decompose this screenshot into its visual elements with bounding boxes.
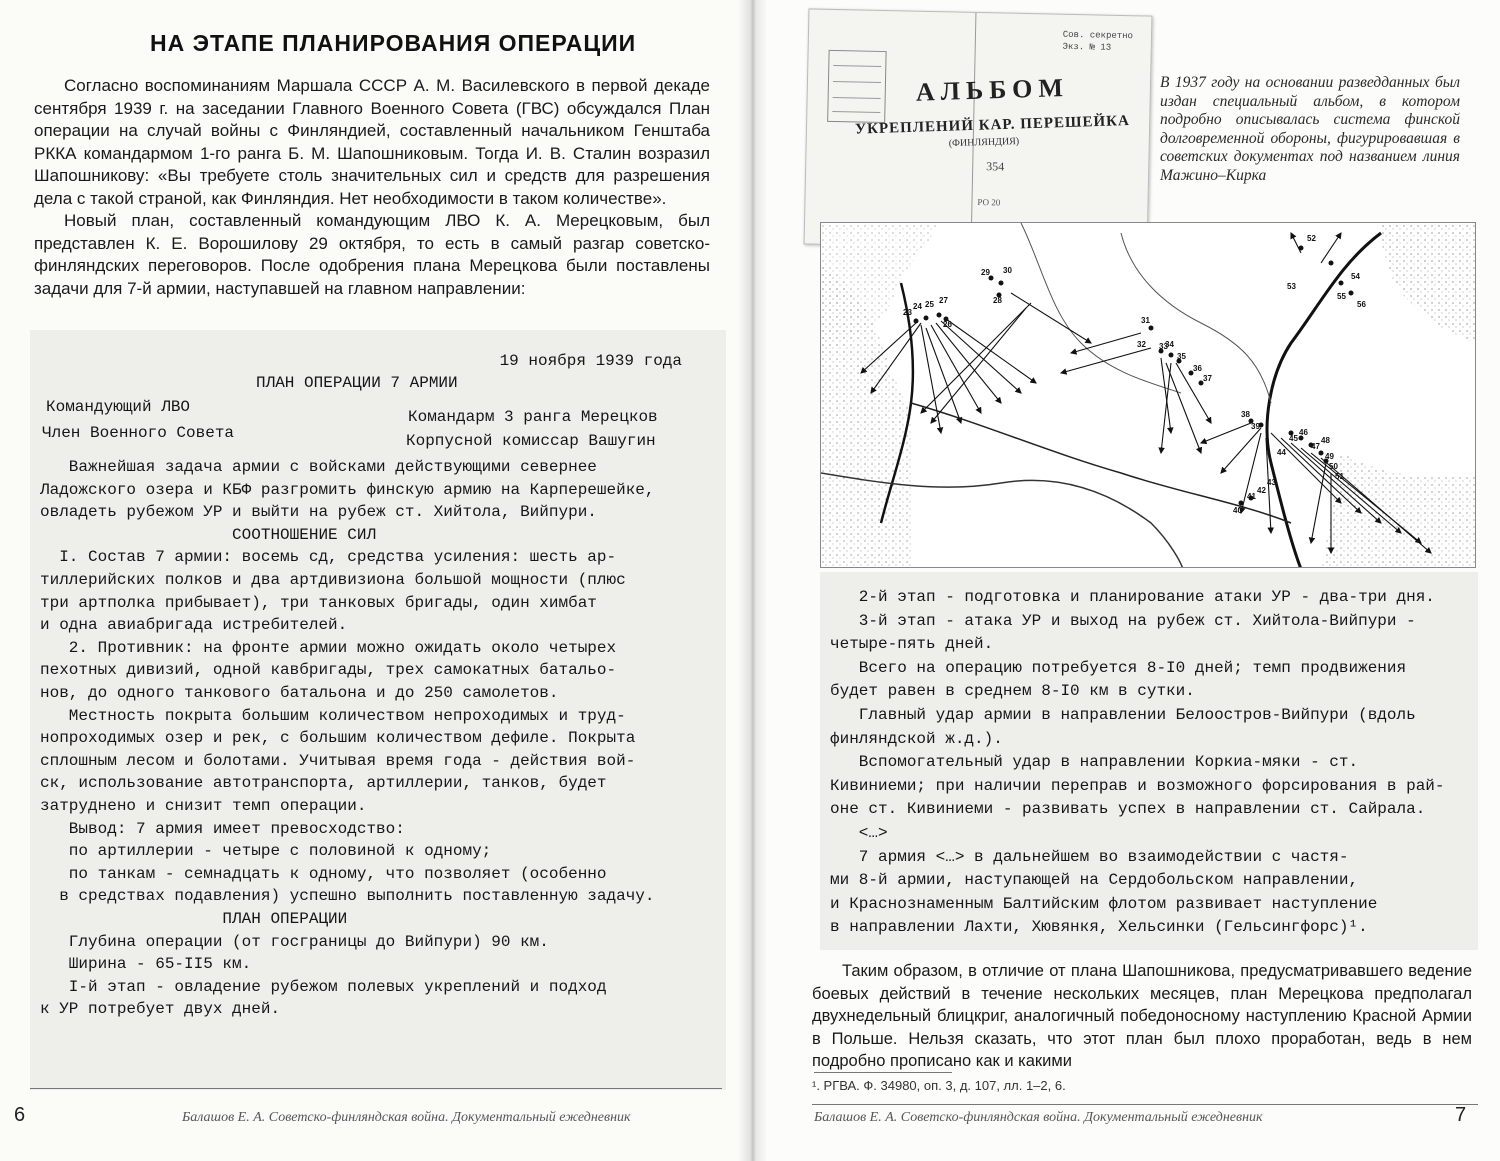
album-number: 354 — [986, 159, 1005, 174]
map-label: 51 — [1335, 472, 1344, 481]
closing-paragraph: Таким образом, в отличие от плана Шапошникова, предусматривавшего ведение боевых действий в течение нескольких месяцев, план Мерецкова предполагал двухнедельный блицкриг, аналогичный победоносному наступлению Красной Армии в Польше. Нельзя сказать, что этот план был плохо проработан, ведь в нем подробно прописано как и какими — [812, 962, 1472, 1070]
map-label: 37 — [1203, 374, 1212, 383]
document-line: 3-й этап - атака УР и выход на рубеж ст. Хийтола-Вийпури - — [830, 611, 1416, 630]
document-line: Главный удар армии в направлении Белоостров-Вийпури (вдоль — [830, 706, 1416, 724]
map-label: 33 — [1159, 342, 1168, 351]
map-label: 32 — [1137, 340, 1146, 349]
page-number-right: 7 — [1455, 1104, 1467, 1126]
document-line: Местность покрыта большим количеством непроходимых и труд- — [40, 706, 626, 725]
fortification-map — [820, 222, 1476, 568]
document-line: ПЛАН ОПЕРАЦИИ — [40, 910, 348, 928]
map-label: 40 — [1233, 506, 1242, 515]
page-number-left: 6 — [14, 1104, 26, 1126]
document-line: и одна авиабригада истребителей. — [40, 616, 348, 635]
signatory-right-2: Корпусной комиссар Вашугин — [406, 432, 656, 450]
document-line: по артиллерии - четыре с половиной к одному; — [40, 842, 492, 861]
map-label: 41 — [1247, 492, 1256, 501]
album-cover-photo — [804, 8, 1153, 251]
album-title: АЛЬБОМ — [915, 72, 1070, 107]
album-caption: В 1937 году на основании разведданных был издан специальный альбом, в котором подробно описывалась система финской долговременной обороны, фигурировавшая в советских документах под названием линия Мажино–Кирка — [1160, 74, 1460, 184]
document-line: Вывод: 7 армия имеет превосходство: — [40, 819, 405, 838]
album-stamp — [827, 50, 886, 123]
document-line: оне ст. Кивиниеми - развивать успех в направлении ст. Сайрала. — [830, 800, 1426, 819]
document-date: 19 ноября 1939 года — [499, 352, 682, 370]
running-head-left: Балашов Е. А. Советско-финляндская война. Документальный ежедневник — [182, 1110, 631, 1125]
document-line: Кивиниеми; при наличии переправ и возможного форсирования в рай- — [830, 776, 1445, 795]
document-line: ми 8-й армии, наступающей на Сердобольском направлении, — [830, 871, 1359, 890]
map-label: 55 — [1337, 292, 1346, 301]
map-label: 23 — [903, 308, 912, 317]
map-label: 49 — [1325, 452, 1334, 461]
document-line: СООТНОШЕНИЕ СИЛ — [40, 525, 377, 544]
document-line: <…> — [830, 824, 888, 842]
map-label: 44 — [1277, 448, 1286, 457]
document-line: Важнейшая задача армии с войсками действующими севернее — [40, 458, 597, 476]
footer-rule-right — [812, 1104, 1478, 1105]
map-label: 26 — [943, 320, 952, 329]
signatory-right-1: Командарм 3 ранга Мерецков — [408, 408, 658, 426]
document-line: будет равен в среднем 8-I0 км в сутки. — [830, 682, 1195, 701]
map-label: 50 — [1329, 462, 1338, 471]
map-label: 56 — [1357, 300, 1366, 309]
document-line: три артполка прибывает), три танковых бригады, один химбат — [40, 593, 597, 612]
signatory-left-1: Командующий ЛВО — [46, 398, 191, 416]
document-line: четыре-пять дней. — [830, 635, 994, 654]
document-line: I-й этап - овладение рубежом полевых укреплений и подход — [40, 977, 607, 996]
document-line: 2-й этап - подготовка и планирование атаки УР - два-три дня. — [830, 588, 1435, 606]
map-label: 24 — [913, 302, 922, 311]
document-line: затруднено и снизит темп операции. — [40, 797, 367, 815]
document-line: овладеть рубежом УР и выйти на рубеж ст. Хийтола, Вийпури. — [40, 503, 597, 522]
map-label: 43 — [1267, 478, 1276, 487]
map-label: 47 — [1311, 442, 1320, 451]
map-label: 27 — [939, 296, 948, 305]
map-label: 35 — [1177, 352, 1186, 361]
map-label: 54 — [1351, 272, 1360, 281]
footnote: ¹. РГВА. Ф. 34980, оп. 3, д. 107, лл. 1–2, 6. — [812, 1078, 1066, 1093]
signatory-left-2: Член Военного Совета — [42, 424, 235, 442]
document-line: сплошным лесом и болотами. Учитывая время года - действия вой- — [40, 751, 636, 770]
document-line: нопроходимых озер и рек, с большим количеством дефиле. Покрыта — [40, 729, 636, 748]
intro-text — [34, 75, 710, 300]
map-label: 31 — [1141, 316, 1150, 325]
footer-rule-left — [30, 1088, 722, 1089]
map-label: 38 — [1241, 410, 1250, 419]
map-label: 39 — [1251, 422, 1260, 431]
document-line: I. Состав 7 армии: восемь сд, средства усиления: шесть ар- — [40, 548, 617, 567]
map-label: 53 — [1287, 282, 1296, 291]
intro-paragraph: Согласно воспоминаниям Маршала СССР А. М. Василевского в первой декаде сентября 1939 г. на заседании Главного Военного Совета (ГВС) обсуждался План операции на случай войны с Финляндией, составленный начальником Генштаба РККА командармом 1-го ранга Б. М. Шапошниковым. Тогда И. В. Сталин возразил Шапошникову: «Вы требуете столь значительных сил и средств для разрешения дела с такой страной, как Финляндия. Нет необходимости в таком количестве». — [34, 76, 710, 208]
document-line: 2. Противник: на фронте армии можно ожидать около четырех — [40, 638, 617, 657]
map-label: 45 — [1289, 434, 1298, 443]
book-gutter — [738, 0, 768, 1161]
album-country: (ФИНЛЯНДИЯ) — [948, 136, 1020, 150]
document-line: пехотных дивизий, одной кавбригады, трех самокатных батальо- — [40, 661, 617, 680]
map-label: 42 — [1257, 486, 1266, 495]
document-line: финляндской ж.д.). — [830, 729, 1003, 748]
running-head-right: Балашов Е. А. Советско-финляндская война. Документальный ежедневник — [814, 1110, 1263, 1125]
document-line: и Краснознаменным Балтийским флотом развивает наступление — [830, 894, 1378, 913]
section-heading: НА ЭТАПЕ ПЛАНИРОВАНИЯ ОПЕРАЦИИ — [150, 30, 637, 56]
map-label: 28 — [993, 296, 1002, 305]
typed-document-left — [30, 330, 726, 1090]
document-line: к УР потребует двух дней. — [40, 1000, 281, 1019]
map-label: 25 — [925, 300, 934, 309]
document-line: Вспомогательный удар в направлении Коркиа-мяки - ст. — [830, 753, 1359, 772]
document-line: в средствах подавления) успешно выполнить поставленную задачу. — [40, 887, 655, 906]
map-drawing — [821, 223, 1476, 568]
document-line: Ладожского озера и КБФ разгромить финскую армию на Карперешейке, — [40, 480, 655, 499]
map-label: 52 — [1307, 234, 1316, 243]
map-label: 30 — [1003, 266, 1012, 275]
document-line: по танкам - семнадцать к одному, что позволяет (особенно — [40, 864, 607, 883]
map-label: 29 — [981, 268, 990, 277]
album-subtitle: УКРЕПЛЕНИЙ КАР. ПЕРЕШЕЙКА — [854, 112, 1131, 138]
intro-paragraph: Новый план, составленный командующим ЛВО К. А. Мерецковым, был представлен К. Е. Ворошилову 29 октября, то есть в самый разгар советско-финляндских переговоров. После одобрения плана Мерецкова были поставлены задачи для 7-й армии, наступавшей на главном направлении: — [34, 211, 710, 298]
document-line: тиллерийских полков и два артдивизиона большой мощности (плюс — [40, 571, 626, 589]
document-line: 7 армия <…> в дальнейшем во взаимодействии с частя- — [830, 847, 1349, 866]
album-secret-stamp: Сов. секретно Экз. № 13 — [1062, 29, 1134, 53]
document-line: в направлении Лахти, Хювянкя, Хельсинки (Гельсингфорс)¹. — [830, 918, 1368, 937]
footnote-rule — [814, 1072, 952, 1073]
document-line: Всего на операцию потребуется 8-I0 дней; темп продвижения — [830, 658, 1407, 677]
document-line: ск, использование автотранспорта, артиллерии, танков, будет — [40, 774, 607, 793]
typed-document-right — [820, 572, 1478, 950]
closing-text — [812, 960, 1472, 1073]
document-title: ПЛАН ОПЕРАЦИИ 7 АРМИИ — [256, 374, 458, 392]
document-line: Глубина операции (от госграницы до Вийпури) 90 км. — [40, 932, 549, 951]
map-label: 34 — [1165, 340, 1174, 349]
album-ro: РО 20 — [977, 197, 1001, 208]
document-line: Ширина - 65-II5 км. — [40, 955, 252, 974]
document-line: нов, до одного танкового батальона и до 250 самолетов. — [40, 684, 559, 702]
map-label: 46 — [1299, 428, 1308, 437]
map-label: 36 — [1193, 364, 1202, 373]
map-label: 48 — [1321, 436, 1330, 445]
